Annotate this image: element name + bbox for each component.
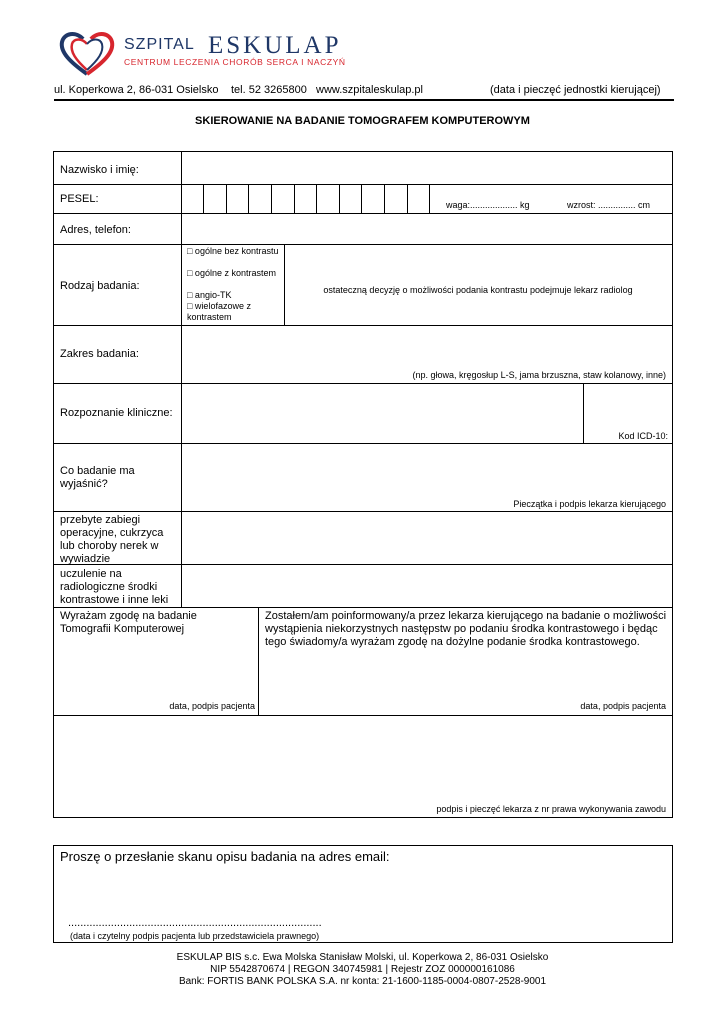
email-sign-note: (data i czytelny podpis pacjenta lub przedstawiciela prawnego) xyxy=(70,931,320,941)
pesel-label-cell xyxy=(54,185,182,214)
hospital-word: SZPITAL xyxy=(124,36,195,53)
exam-option-contrast[interactable]: □ ogólne z kontrastem xyxy=(187,268,276,278)
exam-option-plain[interactable]: □ ogólne bez kontrastu xyxy=(187,246,279,256)
hospital-logo xyxy=(58,30,378,80)
pesel-label: PESEL: xyxy=(60,193,99,205)
doctor-sign-label: podpis i pieczęć lekarza z nr prawa wykonywania zawodu xyxy=(436,804,666,814)
history-label-cell xyxy=(54,512,182,565)
history-label: przebyte zabiegi operacyjne, cukrzyca lub choroby nerek w wywiadzie xyxy=(60,514,164,565)
diagnosis-label-cell xyxy=(54,384,182,444)
icd-field[interactable] xyxy=(584,384,673,444)
email-request-box[interactable] xyxy=(53,845,673,943)
page-title: SKIEROWANIE NA BADANIE TOMOGRAFEM KOMPUTEROWYM xyxy=(195,115,530,127)
address-field[interactable] xyxy=(182,214,673,245)
email-request-text: Proszę o przesłanie skanu opisu badania na adres email: xyxy=(60,849,390,864)
exam-type-label: Rodzaj badania: xyxy=(60,280,140,292)
contrast-note-cell xyxy=(285,245,673,326)
diagnosis-label: Rozpoznanie kliniczne: xyxy=(60,407,173,419)
footer-bank: Bank: FORTIS BANK POLSKA S.A. nr konta: 21-1600-1185-0004-0807-2528-9001 xyxy=(178,976,547,987)
pesel-digit-box[interactable] xyxy=(317,185,340,213)
brand-name: ESKULAP xyxy=(208,32,342,59)
pesel-digit-box[interactable] xyxy=(385,185,408,213)
stamp-note: (data i pieczęć jednostki kierującej) xyxy=(490,84,661,96)
weight-field[interactable]: waga:................... kg xyxy=(446,200,530,210)
address: ul. Koperkowa 2, 86-031 Osielsko xyxy=(54,84,219,96)
explain-label-cell xyxy=(54,444,182,512)
patient-sign-label-1: data, podpis pacjenta xyxy=(169,701,255,711)
allergy-field[interactable] xyxy=(182,565,673,608)
patient-sign-label-2: data, podpis pacjenta xyxy=(580,701,666,711)
website-link[interactable]: www.szpitaleskulap.pl xyxy=(316,84,423,96)
header-rule xyxy=(54,99,674,101)
explain-field[interactable] xyxy=(182,444,673,512)
referrer-stamp-note: Pieczątka i podpis lekarza kierującego xyxy=(513,499,666,509)
exam-option-multiphase[interactable]: □ wielofazowe z kontrastem xyxy=(187,301,251,322)
pesel-digit-box[interactable] xyxy=(182,185,204,213)
pesel-digit-box[interactable] xyxy=(408,185,430,213)
pesel-digit-box[interactable] xyxy=(362,185,385,213)
scope-label-cell xyxy=(54,326,182,384)
pesel-digit-box[interactable] xyxy=(295,185,317,213)
contrast-consent-cell[interactable] xyxy=(259,608,673,716)
pesel-digit-box[interactable] xyxy=(204,185,227,213)
scope-hint: (np. głowa, kręgosłup L-S, jama brzuszna, staw kolanowy, inne) xyxy=(412,370,666,380)
footer xyxy=(0,952,725,988)
name-label: Nazwisko i imię: xyxy=(60,164,139,176)
exam-option-angio[interactable]: □ angio-TK xyxy=(187,290,232,300)
name-label-cell xyxy=(54,152,182,185)
diagnosis-field[interactable] xyxy=(182,384,584,444)
brand-tagline: CENTRUM LECZENIA CHORÓB SERCA I NACZYŃ xyxy=(124,57,346,67)
footer-registry: NIP 5542870674 | REGON 340745981 | Rejestr ZOZ 000000161086 xyxy=(210,964,515,975)
icd-label: Kod ICD-10: xyxy=(618,431,668,441)
explain-label: Co badanie ma wyjaśnić? xyxy=(60,465,135,490)
ct-consent-cell[interactable] xyxy=(54,608,259,716)
scope-field[interactable] xyxy=(182,326,673,384)
exam-type-label-cell xyxy=(54,245,182,326)
allergy-label: uczulenie na radiologiczne środki kontrastowe i inne leki xyxy=(60,568,169,606)
pesel-digit-box[interactable] xyxy=(340,185,362,213)
pesel-field[interactable] xyxy=(182,185,673,214)
heart-logo-icon xyxy=(58,30,116,78)
name-field[interactable] xyxy=(182,152,673,185)
exam-options-cell xyxy=(182,245,285,326)
pesel-digit-box[interactable] xyxy=(227,185,249,213)
doctor-sign-field[interactable] xyxy=(54,716,673,818)
height-field[interactable]: wzrost: ............... cm xyxy=(567,200,651,210)
scope-label: Zakres badania: xyxy=(60,348,139,360)
contrast-consent-text: Zostałem/am poinformowany/a przez lekarza kierującego na badanie o możliwości wystąpienia niekorzystnych następstw po podaniu środka kontrastowego i będąc tego świadomy/a wyrażam zgodę na dożylne podanie środka kontrastowego. xyxy=(265,610,667,648)
contrast-note: ostateczną decyzję o możliwości podania kontrastu podejmuje lekarz radiolog xyxy=(323,285,633,295)
referral-form xyxy=(53,151,673,818)
email-sign-dots: ................................................................................... xyxy=(68,917,322,929)
address-label: Adres, telefon: xyxy=(60,224,131,236)
address-label-cell xyxy=(54,214,182,245)
history-field[interactable] xyxy=(182,512,673,565)
allergy-label-cell xyxy=(54,565,182,608)
footer-company: ESKULAP BIS s.c. Ewa Molska Stanisław Molski, ul. Koperkowa 2, 86-031 Osielsko xyxy=(176,952,549,963)
pesel-digit-box[interactable] xyxy=(249,185,272,213)
ct-consent-text: Wyrażam zgodę na badanie Tomografii Komputerowej xyxy=(60,610,197,635)
phone: tel. 52 3265800 xyxy=(231,84,307,96)
pesel-digit-box[interactable] xyxy=(272,185,295,213)
